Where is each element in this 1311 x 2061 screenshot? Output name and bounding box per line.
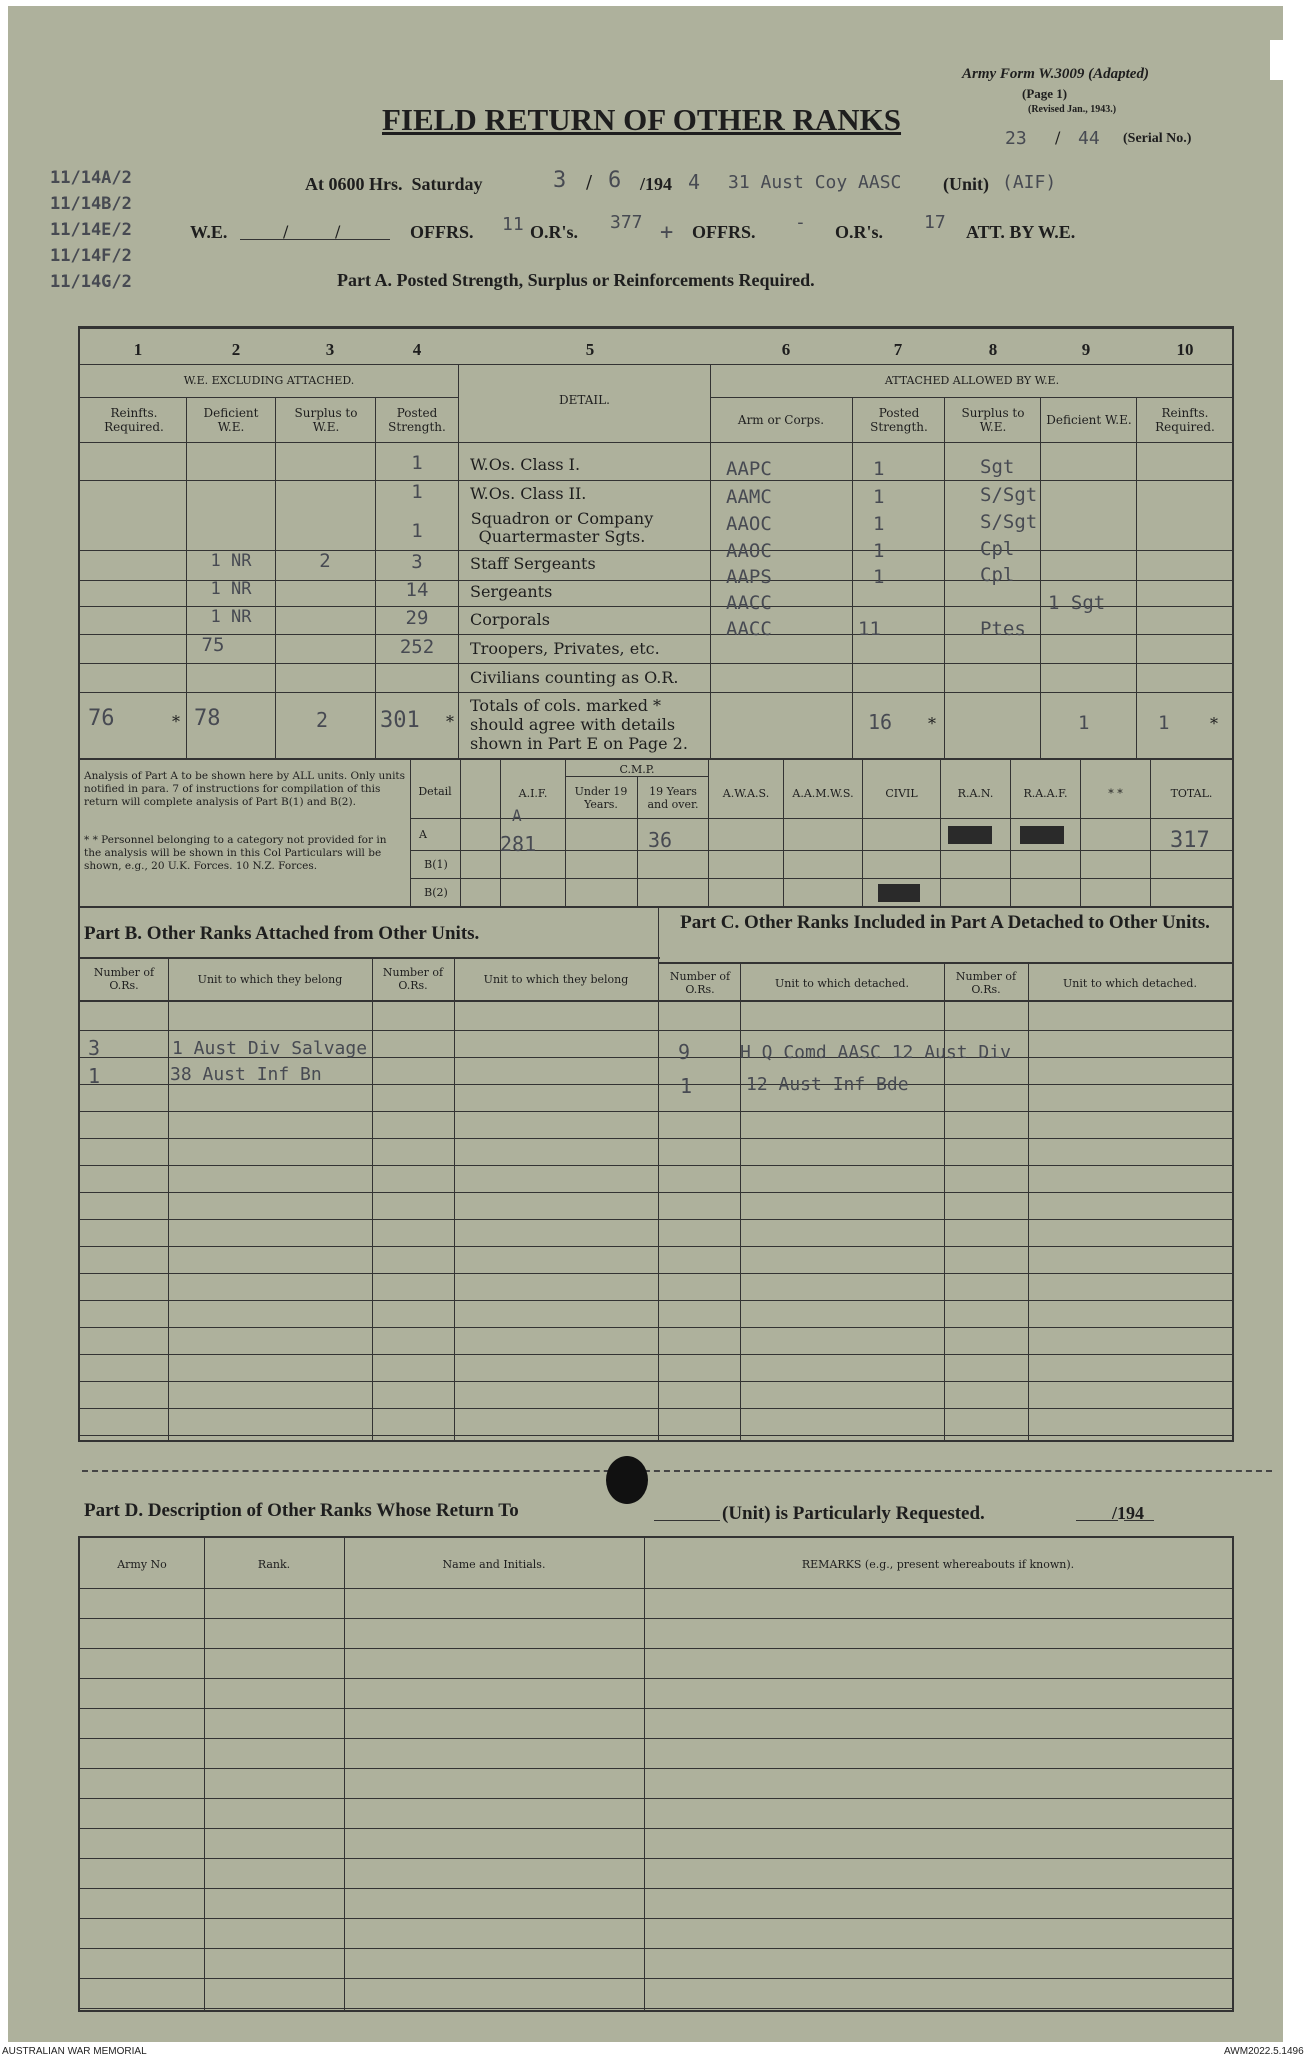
col-number: 5 xyxy=(585,340,595,359)
ruled-line xyxy=(78,1030,1234,1031)
analysis-note-1: Analysis of Part A to be shown here by ALL units. Only units notified in para. 7 of instructions for compilation of this return will complete analysis of Part B(1) and B(2). xyxy=(84,770,406,808)
total-att-reinf: 1 xyxy=(1158,712,1170,734)
ruled-line xyxy=(78,1828,1234,1829)
part-b-number: 1 xyxy=(88,1064,101,1088)
attached-posted: 11 xyxy=(858,618,881,640)
deficient-we: 1 NR xyxy=(210,607,252,627)
table-line xyxy=(1028,962,1029,1442)
arm-corps: AAPS xyxy=(726,566,772,588)
table-line xyxy=(78,692,1234,693)
analysis-total: TOTAL. xyxy=(1170,786,1213,800)
col-number: 2 xyxy=(231,340,241,359)
ors-value: 377 xyxy=(610,212,643,233)
part-b-number: 3 xyxy=(88,1036,101,1060)
col-number: 3 xyxy=(325,340,335,359)
footer-left: AUSTRALIAN WAR MEMORIAL xyxy=(2,2046,147,2057)
revised-label: (Revised Jan., 1943.) xyxy=(1028,104,1117,115)
unit-label: (Unit) xyxy=(943,174,989,194)
torn-edge xyxy=(1270,40,1284,80)
perforation-line xyxy=(82,1470,1272,1472)
attached-surplus: S/Sgt xyxy=(980,511,1038,533)
total-deficient: 78 xyxy=(194,706,221,731)
part-b-unit-heading: Unit to which they belong xyxy=(483,972,629,986)
ruled-line xyxy=(78,1354,1234,1355)
sub-heading: Reinfts. Required. xyxy=(1155,406,1215,434)
part-b-num-heading: Number of O.Rs. xyxy=(93,966,155,992)
total-surplus: 2 xyxy=(316,708,329,732)
deficient-we: 75 xyxy=(201,634,225,656)
col-number: 1 xyxy=(133,340,143,359)
table-line xyxy=(78,1588,1234,1589)
analysis-aif-a: 281 xyxy=(500,832,537,856)
attached-surplus: Cpl xyxy=(980,564,1015,586)
part-d-unit-line xyxy=(654,1520,720,1521)
table-line xyxy=(204,1536,205,2010)
table-line xyxy=(458,364,459,759)
margin-code: 11/14F/2 xyxy=(50,246,132,266)
table-border xyxy=(78,326,1234,329)
part-d-title-b: (Unit) is Particularly Requested. xyxy=(722,1503,985,1524)
detail-label: Staff Sergeants xyxy=(470,554,596,573)
table-line xyxy=(658,906,659,1442)
army-form-label: Army Form W.3009 (Adapted) xyxy=(962,66,1149,82)
part-c-unit: H Q Comd AASC 12 Aust Div xyxy=(740,1042,1011,1063)
table-line xyxy=(78,1536,1234,1538)
posted-strength: 1 xyxy=(411,520,423,542)
redaction xyxy=(1020,826,1064,844)
ruled-line xyxy=(78,1246,1234,1247)
margin-code: 11/14A/2 xyxy=(50,168,132,188)
table-border xyxy=(78,760,80,908)
ruled-line xyxy=(78,2008,1234,2009)
part-d-rank-heading: Rank. xyxy=(257,1557,291,1571)
offrs-label: OFFRS. xyxy=(410,222,474,242)
attached-posted: 1 xyxy=(873,513,885,535)
ruled-line xyxy=(78,1192,1234,1193)
attached-posted: 1 xyxy=(873,486,885,508)
punch-hole xyxy=(606,1456,648,1504)
total-att-posted: 16 xyxy=(868,710,893,734)
part-c-number: 1 xyxy=(680,1074,693,1098)
ruled-line xyxy=(78,1138,1234,1139)
date-slash: / xyxy=(586,172,593,193)
table-line xyxy=(710,397,1234,398)
table-line xyxy=(78,442,1234,443)
ruled-line xyxy=(78,1918,1234,1919)
arm-corps: AACC xyxy=(726,592,772,614)
analysis-over19: 19 Years and over. xyxy=(647,785,699,811)
analysis-civil: CIVIL xyxy=(885,786,918,800)
analysis-aamws: A.A.M.W.S. xyxy=(792,786,854,800)
part-b-unit: 38 Aust Inf Bn xyxy=(170,1064,322,1085)
arm-corps: AAPC xyxy=(726,458,772,480)
table-line xyxy=(78,2010,1234,2012)
table-line xyxy=(78,906,1234,908)
sub-heading: Deficient W.E. xyxy=(203,406,259,434)
table-line xyxy=(78,1000,1234,1002)
ors2-label: O.R's. xyxy=(835,222,884,242)
analysis-detail-heading: Detail xyxy=(418,784,452,798)
table-line xyxy=(78,957,660,959)
analysis-row-b2: B(2) xyxy=(424,885,448,899)
part-c-unit-heading: Unit to which detached. xyxy=(775,976,909,990)
sub-heading: Surplus to W.E. xyxy=(961,406,1025,434)
attached-posted: 1 xyxy=(873,566,885,588)
analysis-over19-a: 36 xyxy=(648,828,673,852)
we-slash: / xyxy=(335,222,341,241)
part-d-date: /194 xyxy=(1112,1503,1145,1523)
ors2-value: 17 xyxy=(924,212,946,233)
ruled-line xyxy=(78,1888,1234,1889)
table-border xyxy=(1232,760,1234,908)
posted-strength: 29 xyxy=(405,607,429,629)
ruled-line xyxy=(78,1948,1234,1949)
ruled-line xyxy=(78,1978,1234,1979)
part-c-num-heading: Number of O.Rs. xyxy=(669,970,731,996)
part-c-unit: 12 Aust Inf Bde xyxy=(746,1074,909,1095)
surplus-we: 2 xyxy=(319,550,331,572)
analysis-raaf: R.A.A.F. xyxy=(1023,786,1068,800)
attached-surplus: Cpl xyxy=(980,538,1015,560)
posted-strength: 1 xyxy=(411,481,423,503)
total-star: * xyxy=(1210,714,1218,733)
detail-label: Sergeants xyxy=(470,582,553,601)
sub-heading: Deficient W.E. xyxy=(1046,413,1132,427)
analysis-total-a: 317 xyxy=(1170,828,1210,853)
table-line xyxy=(944,397,945,759)
unit-aif: (AIF) xyxy=(1002,172,1057,193)
deficient-we: 1 NR xyxy=(210,579,252,599)
table-line xyxy=(944,962,945,1442)
part-c-number: 9 xyxy=(678,1040,691,1064)
table-line xyxy=(1136,397,1137,759)
ruled-line xyxy=(78,1618,1234,1619)
at-time: At 0600 Hrs. Saturday xyxy=(305,174,483,194)
attached-surplus: Sgt xyxy=(980,456,1015,478)
posted-strength: 1 xyxy=(411,452,423,474)
ruled-line xyxy=(78,1300,1234,1301)
total-star: * xyxy=(172,712,180,731)
table-line xyxy=(78,758,1234,760)
part-d-remarks-heading: REMARKS (e.g., present whereabouts if known). xyxy=(801,1557,1075,1571)
offrs-value: 11 xyxy=(502,214,524,235)
detail-label: Corporals xyxy=(470,610,550,629)
detail-heading: DETAIL. xyxy=(559,393,610,407)
ruled-line xyxy=(78,1219,1234,1220)
ruled-line xyxy=(78,1327,1234,1328)
table-line xyxy=(410,818,1234,819)
ruled-line xyxy=(78,1435,1234,1436)
col-number: 4 xyxy=(412,340,422,359)
ruled-line xyxy=(78,1273,1234,1274)
ruled-line xyxy=(78,1708,1234,1709)
table-line xyxy=(740,962,741,1442)
sub-heading: Posted Strength. xyxy=(870,406,928,434)
table-line xyxy=(852,397,853,759)
table-border xyxy=(1232,1536,1234,2012)
table-border xyxy=(1232,906,1234,1442)
detail-label: Civilians counting as O.R. xyxy=(470,668,679,687)
sub-heading: Posted Strength. xyxy=(388,406,446,434)
table-border xyxy=(78,906,80,1442)
page-label: (Page 1) xyxy=(1022,86,1068,101)
ruled-line xyxy=(78,1768,1234,1769)
serial-label: (Serial No.) xyxy=(1123,131,1192,146)
total-reinf: 76 xyxy=(88,706,115,731)
serial-b: 44 xyxy=(1078,128,1100,149)
ruled-line xyxy=(78,1678,1234,1679)
table-line xyxy=(78,480,1234,481)
table-line xyxy=(710,364,711,759)
detail-label: W.Os. Class I. xyxy=(470,455,581,474)
arm-corps: AACC xyxy=(726,618,772,640)
posted-strength: 252 xyxy=(399,636,435,658)
ruled-line xyxy=(78,1381,1234,1382)
att-label: ATT. BY W.E. xyxy=(966,222,1076,242)
we-excluding-heading: W.E. EXCLUDING ATTACHED. xyxy=(183,373,355,387)
total-posted: 301 xyxy=(380,708,420,733)
redaction xyxy=(878,884,920,902)
analysis-other: * * xyxy=(1108,786,1123,800)
table-border xyxy=(78,1536,80,2012)
attached-posted: 1 xyxy=(873,458,885,480)
ors-label: O.R's. xyxy=(530,222,579,242)
col-number: 6 xyxy=(781,340,791,359)
ruled-line xyxy=(78,1648,1234,1649)
date-year: 4 xyxy=(688,170,701,194)
table-line xyxy=(410,878,1234,879)
part-c-num-heading: Number of O.Rs. xyxy=(955,970,1017,996)
table-line xyxy=(78,1440,1234,1442)
part-b-unit: 1 Aust Div Salvage xyxy=(172,1038,368,1059)
table-line xyxy=(186,397,187,759)
part-b-unit-heading: Unit to which they belong xyxy=(197,972,343,986)
analysis-aif: A.I.F. xyxy=(518,786,548,800)
part-d-name-heading: Name and Initials. xyxy=(442,1557,546,1571)
detail-label: Squadron or Company Quartermaster Sgts. xyxy=(470,509,654,546)
analysis-awas: A.W.A.S. xyxy=(722,786,770,800)
part-c-unit-heading: Unit to which detached. xyxy=(1063,976,1197,990)
serial-a: 23 xyxy=(1005,128,1027,149)
table-line xyxy=(644,1536,645,2010)
analysis-cmp: C.M.P. xyxy=(619,762,655,776)
ruled-line xyxy=(78,1165,1234,1166)
we-label: W.E. xyxy=(190,222,228,242)
we-line xyxy=(240,239,390,240)
part-d-army-heading: Army No xyxy=(117,1557,167,1571)
analysis-under19: Under 19 Years. xyxy=(574,785,628,811)
total-att-deficient: 1 xyxy=(1078,712,1090,734)
sub-heading: Reinfts. Required. xyxy=(104,406,164,434)
ruled-line xyxy=(78,1798,1234,1799)
attached-posted: 1 xyxy=(873,540,885,562)
form-title: FIELD RETURN OF OTHER RANKS xyxy=(382,102,902,137)
table-line xyxy=(344,1536,345,2010)
table-line xyxy=(78,663,1234,664)
margin-code: 11/14B/2 xyxy=(50,194,132,214)
col-number: 7 xyxy=(893,340,903,359)
redaction xyxy=(948,826,992,844)
analysis-row-a: A xyxy=(419,827,427,841)
date-year-prefix: /194 xyxy=(640,174,673,194)
detail-label: W.Os. Class II. xyxy=(470,484,587,503)
attached-surplus: Ptes xyxy=(980,618,1026,640)
part-d-title: Part D. Description of Other Ranks Whose Return To xyxy=(84,1500,519,1521)
col-number: 9 xyxy=(1081,340,1091,359)
attached-deficient: 1 Sgt xyxy=(1048,592,1106,614)
arm-corps: AAOC xyxy=(726,513,772,535)
analysis-ran: R.A.N. xyxy=(957,786,994,800)
ruled-line xyxy=(78,1858,1234,1859)
totals-label: Totals of cols. marked * should agree with details shown in Part E on Page 2. xyxy=(470,696,688,753)
part-b-title: Part B. Other Ranks Attached from Other Units. xyxy=(84,923,480,944)
arm-corps: AAOC xyxy=(726,540,772,562)
attached-surplus: S/Sgt xyxy=(980,484,1038,506)
part-b-num-heading: Number of O.Rs. xyxy=(382,966,444,992)
plus-sign: + xyxy=(660,220,674,245)
part-a-title: Part A. Posted Strength, Surplus or Reinforcements Required. xyxy=(337,270,815,290)
margin-code: 11/14G/2 xyxy=(50,272,132,292)
table-line xyxy=(1040,397,1041,759)
attached-heading: ATTACHED ALLOWED BY W.E. xyxy=(884,373,1060,387)
offrs2-value: - xyxy=(795,212,806,233)
col-number: 10 xyxy=(1176,340,1194,359)
we-slash: / xyxy=(283,222,289,241)
total-star: * xyxy=(928,714,936,733)
deficient-we: 1 NR xyxy=(210,551,252,571)
unit-name: 31 Aust Coy AASC xyxy=(728,172,902,193)
ruled-line xyxy=(78,1408,1234,1409)
form-paper xyxy=(8,6,1283,2042)
serial-slash: / xyxy=(1055,128,1061,147)
total-star: * xyxy=(446,712,454,731)
date-month: 6 xyxy=(608,168,622,193)
ruled-line xyxy=(78,1111,1234,1112)
posted-strength: 14 xyxy=(405,579,429,601)
offrs2-label: OFFRS. xyxy=(692,222,756,242)
sub-heading: Surplus to W.E. xyxy=(294,406,358,434)
table-line xyxy=(658,962,1234,964)
analysis-note-2: * * Personnel belonging to a category not provided for in the analysis will be shown in this Col Particulars will be shown, e.g., 20 U.K. Forces. 10 N.Z. Forces. xyxy=(84,834,387,872)
analysis-row-b1: B(1) xyxy=(424,857,448,871)
part-c-title: Part C. Other Ranks Included in Part A Detached to Other Units. xyxy=(680,912,1210,933)
table-line xyxy=(275,397,276,759)
col-number: 8 xyxy=(988,340,998,359)
sub-heading: Arm or Corps. xyxy=(737,413,825,427)
detail-label: Troopers, Privates, etc. xyxy=(470,639,660,658)
margin-code: 11/14E/2 xyxy=(50,220,132,240)
footer-right: AWM2022.5.1496 xyxy=(1224,2046,1304,2057)
posted-strength: 3 xyxy=(411,551,423,573)
table-line xyxy=(78,397,458,398)
ruled-line xyxy=(78,1738,1234,1739)
arm-corps: AAMC xyxy=(726,486,772,508)
analysis-aif-sub: A xyxy=(512,806,522,825)
date-day: 3 xyxy=(553,168,567,193)
table-line xyxy=(78,364,1234,365)
table-line xyxy=(78,634,1234,635)
